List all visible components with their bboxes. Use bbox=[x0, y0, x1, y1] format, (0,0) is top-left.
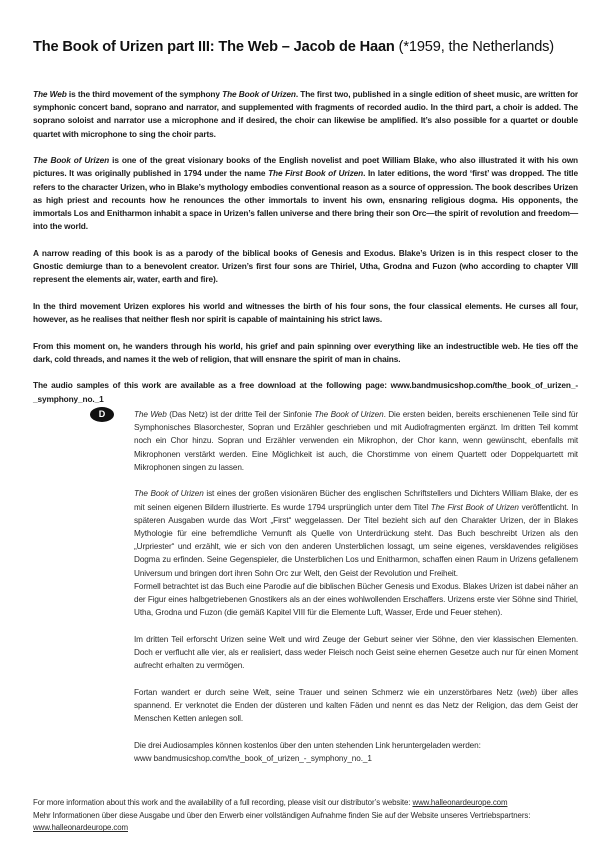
footer bbox=[33, 797, 593, 835]
de-text: veröffentlicht. In späteren Ausgaben wurde das Wort „First“ weggelassen. Der Titel bezieht sich auf den Charakter Urizen, der in Blakes Mythologie für eine befremdliche Vernunft als Quelle von Unterdrückung steht. Das Buch beschreibt Urizen als den „Urpriester“ und erzählt, wie er sich von den anderen Unsterblichen lossagt, um seine eigenes, versklavendes religiöses Dogma zu erfinden. Seine Gegenspieler, die Unsterblichen Los und Enitharmon, schaffen einen Raum in Urizens gefallenem Universum und bringen dort ihren Sohn Orc zur Welt, den Geist der Revolution und Freiheit. bbox=[134, 502, 579, 578]
en-paragraph-3: A narrow reading of this book is as a parody of the biblical books of Genesis and Exodus. Blake’s Urizen is in this respect closer to the Gnostic demiurge than to a benevolent creator. Urizen’s first four sons are Thiriel, Utha, Grodna and Fuzon (who according to chapter VIII represent the elements air, water, earth and fire). bbox=[33, 247, 578, 285]
work-title: The Book of Urizen bbox=[314, 410, 384, 419]
footer-de bbox=[33, 810, 593, 835]
de-paragraph-1 bbox=[134, 408, 578, 474]
en-text: is one of the great visionary books of the English novelist and poet William Blake, who also illustrated it with his own pictures. It was originally published in 1794 under the name bbox=[33, 155, 579, 179]
en-text: is the third movement of the symphony bbox=[66, 89, 223, 99]
title-main: The Book of Urizen part III: The Web – Jacob de Haan bbox=[33, 39, 395, 55]
english-section bbox=[33, 88, 578, 419]
footer-en bbox=[33, 797, 593, 810]
work-title: The First Book of Urizen bbox=[268, 168, 364, 179]
en-paragraph-4: In the third movement Urizen explores his world and witnesses the birth of his four sons, the four classical elements. He curses all four, however, as he realises that neither flesh nor spirit is capable of maintaining his strict laws. bbox=[33, 300, 578, 325]
work-title: The First Book of Urizen bbox=[430, 502, 519, 512]
de-paragraph-5 bbox=[134, 686, 578, 726]
de-text: ist eines der großen visionären Bücher des englischen Schriftstellers und Dichters William Blake, der es mit seinen eigenen Bildern illustrierte. Es wurde 1794 ursprünglich unter dem Titel bbox=[134, 489, 578, 512]
de-paragraph-2 bbox=[134, 487, 578, 579]
footer-de-text: Mehr Informationen über diese Ausgabe und über den Erwerb einer vollständigen Aufnahme finden Sie auf der Website unseres Vertriebspartners: bbox=[33, 810, 531, 820]
title-composer-info: (*1959, the Netherlands) bbox=[394, 39, 555, 55]
page-title bbox=[33, 39, 554, 55]
de-paragraph-4: Im dritten Teil erforscht Urizen seine Welt und wird Zeuge der Geburt seiner vier Söhne, den vier klassischen Elementen. Doch er verflucht alle vier, als er realisiert, dass weder Fleisch noch Geist seine ehernen Gesetze auch nur für einen Moment aufrecht erhalten zu vermögen. bbox=[134, 634, 578, 671]
footer-en-text: For more information about this work and the availability of a full recording, please visit our distributor’s website: bbox=[33, 798, 413, 807]
german-section bbox=[134, 408, 578, 779]
en-paragraph-6: The audio samples of this work are available as a free download at the following page: www.bandmusicshop.com/the_book_of_urizen_-_symphony_no._1 bbox=[33, 380, 578, 404]
en-text: . In later editions, the word ‘first’ was dropped. The title refers to the character Urizen, who in Blake’s mythology embodies conventional reason as a source of oppression. The book describes Urizen as high priest and recounts how he renounces the other immortals to invent his own, ensnaring religious dogma. His opponents, the immortals Los and Enitharmon inhabit a space in Urizen’s fallen universe and there bring their son Orc—the spirit of revolution and freedom—into the world. bbox=[33, 168, 578, 232]
work-title: The Web bbox=[134, 410, 167, 419]
de-paragraph-3: Formell betrachtet ist das Buch eine Parodie auf die biblischen Bücher Genesis und Exodus. Blakes Urizen ist dabei näher an der Figur eines halbgetriebenen Gnostikers als an der eines wohlwollenden Erschaffers. Urizens erste vier Söhne sind Thiriel, Utha, Grodna und Fuzon (die gemäß Kapitel VIII für die Elemente Luft, Wasser, Erde und Feuer stehen). bbox=[134, 581, 578, 618]
en-paragraph-5: From this moment on, he wanders through his world, his grief and pain spinning over everything like an indestructible web. He ties off the dark, cold threads, and names it the web of religion, that will ensnare the spirit of man in chains. bbox=[33, 340, 578, 364]
de-text: ) über alles spannend. Er verknotet die Enden der düsteren und kalten Fäden und nennt es das Netz der Religion, das dem Geist der Menschen Ketten anlegen soll. bbox=[134, 687, 578, 724]
work-title: The Book of Urizen bbox=[33, 155, 110, 166]
distributor-link-en[interactable]: www.halleonardeurope.com bbox=[412, 798, 508, 807]
en-text: . The first two, published in a single edition of sheet music, are written for symphonic concert band, soprano and narrator, and supplemented with fragments of recorded audio. In the third part, a choir is added. The soprano soloist and narrator use a microphone and if desired, the choir can likewise be amplified. It’s also possible for a quartet or double quartet with microphone to sing the choir parts. bbox=[33, 89, 579, 139]
en-paragraph-2 bbox=[33, 154, 578, 233]
de-paragraph-6: Die drei Audiosamples können kostenlos über den unten stehenden Link heruntergeladen werden: bbox=[134, 740, 481, 750]
de-text: . Die ersten beiden, bereits erschienenen Teile sind für Symphonisches Blasorchester, Sopran und Erzähler geschrieben und mit Audiofragmenten ergänzt. Im dritten Teil kommt noch ein Chor hinzu. Sopran und Erzähler verwenden ein Mikrophon, der Chor kann, wenn gewünscht, ebenfalls mit Mikrophonen verstärkt werden. Eine Möglichkeit ist auch, die Chorstimme von einem Quartett oder Doppelquartett mit Mikrophonen singen zu lassen. bbox=[134, 410, 578, 472]
de-text: (Das Netz) ist der dritte Teil der Sinfonie bbox=[166, 410, 315, 419]
de-audio-link: www bandmusicshop.com/the_book_of_urizen_-_symphony_no._1 bbox=[134, 754, 372, 764]
distributor-link-de[interactable]: www.halleonardeurope.com bbox=[33, 823, 128, 833]
work-title: The Book of Urizen bbox=[222, 89, 296, 99]
en-paragraph-1 bbox=[33, 88, 578, 141]
de-text-italic: web bbox=[519, 687, 535, 697]
work-title: The Web bbox=[33, 89, 67, 99]
language-badge-de: D bbox=[90, 407, 114, 422]
work-title: The Book of Urizen bbox=[134, 489, 204, 499]
de-text: Fortan wandert er durch seine Welt, seine Trauer und seinen Schmerz wie ein unzerstörbares Netz ( bbox=[134, 687, 520, 697]
